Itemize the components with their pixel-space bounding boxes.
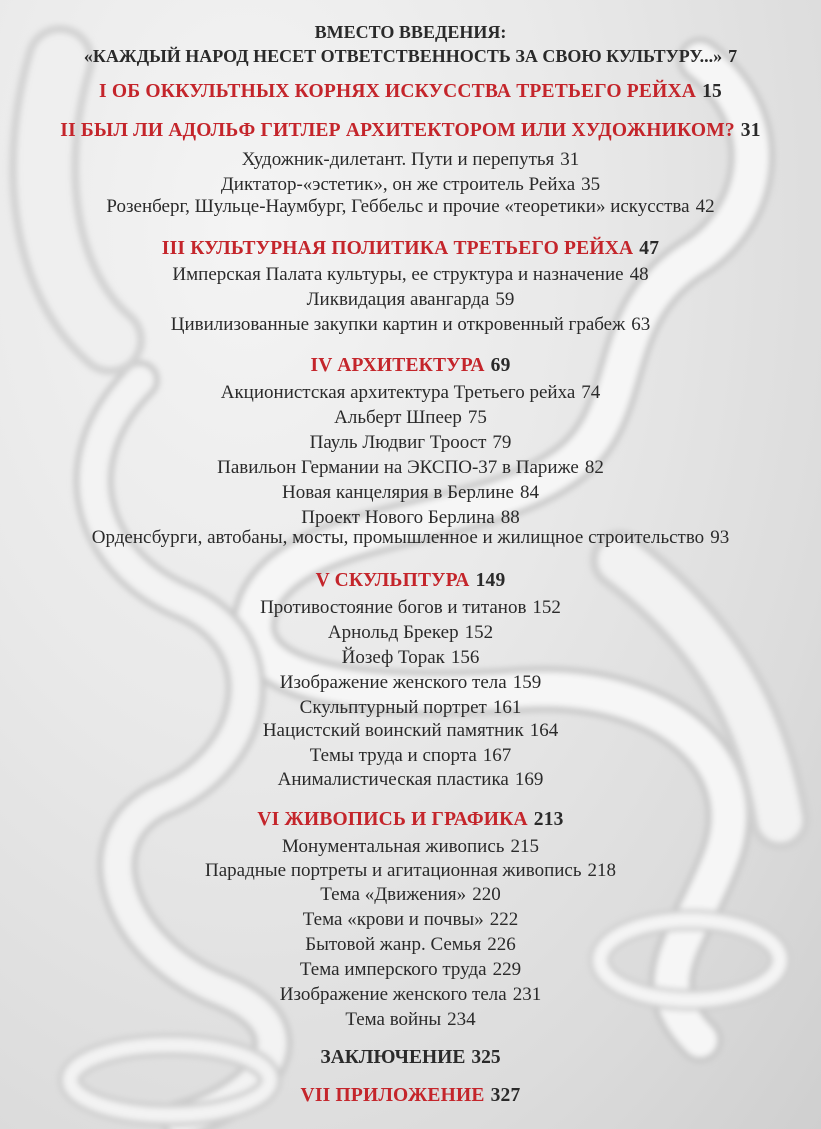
page-number: 231 xyxy=(512,984,542,1005)
entry-title: Диктатор-«эстетик», он же строитель Рейха xyxy=(220,174,576,195)
page-number: 82 xyxy=(584,457,604,478)
page-number: 229 xyxy=(492,959,522,980)
toc-entry[interactable] xyxy=(0,173,821,197)
toc-entry[interactable] xyxy=(0,431,821,455)
conclusion-heading[interactable] xyxy=(0,1046,821,1070)
entry-title: Монументальная живопись xyxy=(282,836,505,857)
toc-entry[interactable] xyxy=(0,596,821,620)
toc-entry[interactable] xyxy=(0,456,821,480)
page-number: 156 xyxy=(450,647,480,668)
page-number: 149 xyxy=(475,570,506,591)
toc-entry[interactable] xyxy=(0,288,821,312)
toc-entry[interactable] xyxy=(0,671,821,695)
page-number: 220 xyxy=(472,884,501,905)
page-number: 159 xyxy=(512,672,542,693)
entry-title: Проект Нового Берлина xyxy=(301,507,495,528)
chapter-title: IV АРХИТЕКТУРА xyxy=(310,355,485,376)
page-number: 213 xyxy=(533,809,564,830)
toc-entry[interactable] xyxy=(0,983,821,1007)
toc-entry[interactable] xyxy=(0,1008,821,1032)
entry-title: Арнольд Брекер xyxy=(327,622,459,643)
toc-entry[interactable] xyxy=(0,148,821,172)
page-number: 31 xyxy=(560,149,580,170)
page-number: 218 xyxy=(587,860,617,881)
page-number: 15 xyxy=(702,81,722,102)
toc-entry[interactable] xyxy=(0,835,821,859)
toc-entry[interactable] xyxy=(0,406,821,430)
entry-title: Анималистическая пластика xyxy=(277,769,509,790)
page-number: 84 xyxy=(519,482,539,503)
page-number: 169 xyxy=(514,769,544,790)
page-number: 161 xyxy=(492,697,522,718)
page-number: 164 xyxy=(529,720,559,741)
intro-subtitle[interactable] xyxy=(0,44,821,68)
chapter-title: VI ЖИВОПИСЬ И ГРАФИКА xyxy=(257,809,528,830)
chapter-title: II БЫЛ ЛИ АДОЛЬФ ГИТЛЕР АРХИТЕКТОРОМ ИЛИ ХУДОЖНИКОМ? xyxy=(60,120,735,141)
page-number: 59 xyxy=(495,289,515,310)
chapter-title: I ОБ ОККУЛЬТНЫХ КОРНЯХ ИСКУССТВА ТРЕТЬЕГО РЕЙХА xyxy=(99,81,697,102)
toc-entry[interactable] xyxy=(0,381,821,405)
entry-title: Пауль Людвиг Троост xyxy=(309,432,487,453)
toc-entry[interactable] xyxy=(0,696,821,720)
chapter-title: ЗАКЛЮЧЕНИЕ xyxy=(320,1047,466,1068)
page-number: 234 xyxy=(447,1009,476,1030)
page-number: 327 xyxy=(490,1085,521,1106)
chapter-title: III КУЛЬТУРНАЯ ПОЛИТИКА ТРЕТЬЕГО РЕЙХА xyxy=(161,238,634,259)
chapter-2-heading[interactable] xyxy=(0,119,821,143)
chapter-title: VII ПРИЛОЖЕНИЕ xyxy=(300,1085,485,1106)
page-number: 7 xyxy=(728,46,738,66)
toc-entry[interactable] xyxy=(0,908,821,932)
toc-entry[interactable] xyxy=(0,719,821,743)
page-number: 47 xyxy=(639,238,660,259)
toc-entry[interactable] xyxy=(0,883,821,907)
entry-title: Тема «крови и почвы» xyxy=(302,909,484,930)
toc-entry[interactable] xyxy=(0,195,821,219)
entry-title: Павильон Германии на ЭКСПО-37 в Париже xyxy=(217,457,579,478)
page-number: 325 xyxy=(471,1047,501,1068)
entry-title: Бытовой жанр. Семья xyxy=(305,934,482,955)
entry-title: Новая канцелярия в Берлине xyxy=(282,482,514,503)
toc-entry[interactable] xyxy=(0,263,821,287)
entry-title: Розенберг, Шульце-Наумбург, Геббельс и прочие «теоретики» искусства xyxy=(106,196,690,217)
toc-entry[interactable] xyxy=(0,744,821,768)
entry-title: Нацистский воинский памятник xyxy=(262,720,524,741)
page-number: 79 xyxy=(492,432,512,453)
entry-title: Альберт Шпеер xyxy=(334,407,462,428)
page-number: 75 xyxy=(467,407,487,428)
page-number: 152 xyxy=(464,622,494,643)
page-number: 152 xyxy=(532,597,561,618)
entry-title: Парадные портреты и агитационная живопись xyxy=(204,860,582,881)
entry-title: Темы труда и спорта xyxy=(309,745,477,766)
entry-title: Изображение женского тела xyxy=(279,672,507,693)
intro-heading-line1: ВМЕСТО ВВЕДЕНИЯ: xyxy=(314,22,507,42)
entry-title: Скульптурный портрет xyxy=(299,697,487,718)
toc-entry[interactable] xyxy=(0,933,821,957)
toc-entry[interactable] xyxy=(0,481,821,505)
page-number: 167 xyxy=(482,745,512,766)
entry-title: Противостояние богов и титанов xyxy=(260,597,527,618)
chapter-1-heading[interactable] xyxy=(0,80,821,104)
toc-entry[interactable] xyxy=(0,646,821,670)
toc-entry[interactable] xyxy=(0,768,821,792)
page-number: 222 xyxy=(489,909,519,930)
toc-entry[interactable] xyxy=(0,313,821,337)
chapter-3-heading[interactable] xyxy=(0,237,821,261)
entry-title: Акционистская архитектура Третьего рейха xyxy=(220,382,576,403)
page-number: 63 xyxy=(631,314,651,335)
intro-subtitle-text: «КАЖДЫЙ НАРОД НЕСЕТ ОТВЕТСТВЕННОСТЬ ЗА СВОЮ КУЛЬТУРУ...» xyxy=(83,46,723,66)
entry-title: Йозеф Торак xyxy=(341,647,445,668)
page-number: 48 xyxy=(629,264,649,285)
page-number: 31 xyxy=(740,120,761,141)
entry-title: Изображение женского тела xyxy=(279,984,507,1005)
intro-heading xyxy=(0,20,821,44)
entry-title: Орденсбурги, автобаны, мосты, промышленное и жилищное строительство xyxy=(91,527,705,548)
toc-entry[interactable] xyxy=(0,859,821,883)
entry-title: Тема «Движения» xyxy=(320,884,467,905)
entry-title: Тема имперского труда xyxy=(299,959,487,980)
page-number: 69 xyxy=(490,355,511,376)
page-number: 35 xyxy=(581,174,601,195)
page-number: 42 xyxy=(695,196,715,217)
page-number: 226 xyxy=(487,934,516,955)
entry-title: Имперская Палата культуры, ее структура и назначение xyxy=(172,264,624,285)
chapter-5-heading[interactable] xyxy=(0,569,821,593)
page-number: 215 xyxy=(510,836,539,857)
chapter-4-heading[interactable] xyxy=(0,354,821,378)
page-number: 93 xyxy=(710,527,730,548)
page-number: 88 xyxy=(500,507,520,528)
page-number: 74 xyxy=(581,382,601,403)
entry-title: Ликвидация авангарда xyxy=(306,289,490,310)
entry-title: Цивилизованные закупки картин и откровенный грабеж xyxy=(170,314,626,335)
toc-entry[interactable] xyxy=(0,958,821,982)
toc-entry[interactable] xyxy=(0,526,821,550)
entry-title: Художник-дилетант. Пути и перепутья xyxy=(241,149,555,170)
chapter-title: V СКУЛЬПТУРА xyxy=(315,570,470,591)
toc-entry[interactable] xyxy=(0,621,821,645)
chapter-7-heading[interactable] xyxy=(0,1084,821,1108)
entry-title: Тема войны xyxy=(345,1009,442,1030)
chapter-6-heading[interactable] xyxy=(0,808,821,832)
